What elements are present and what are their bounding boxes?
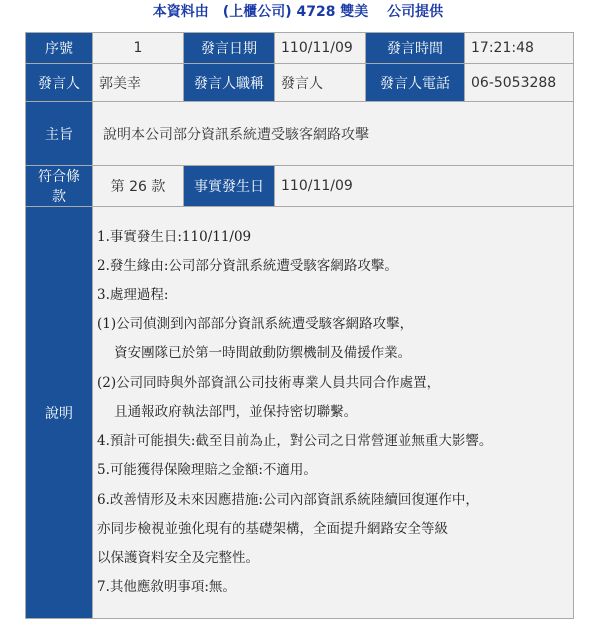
description-line: 4.預計可能損失:截至目前為止，對公司之日常營運並無重大影響。 — [97, 433, 493, 450]
announcement-table — [25, 32, 574, 619]
speaker-title-value: 發言人 — [275, 64, 366, 102]
subject-value: 說明本公司部分資訊系統遭受駭客網路攻擊 — [93, 102, 574, 166]
speaker-label: 發言人 — [26, 64, 93, 102]
table-row — [26, 166, 574, 207]
description-line: 2.發生緣由:公司部分資訊系統遭受駭客網路攻擊。 — [97, 257, 398, 274]
announce-time-label: 發言時間 — [366, 33, 465, 64]
description-line: 5.可能獲得保險理賠之金額:不適用。 — [97, 462, 317, 479]
speaker-phone-label: 發言人電話 — [366, 64, 465, 102]
description-text — [97, 209, 567, 617]
clause-value: 第 26 款 — [93, 166, 184, 207]
description-line: 以保護資料安全及完整性。 — [97, 549, 259, 566]
subject-label: 主旨 — [26, 102, 93, 166]
description-line: 1.事實發生日:110/11/09 — [97, 228, 252, 245]
description-line: 7.其他應敘明事項:無。 — [97, 579, 236, 596]
speaker-value: 郭美幸 — [93, 64, 184, 102]
description-line: 且通報政府執法部門，並保持密切聯繫。 — [97, 403, 358, 420]
description-line: (1)公司偵測到內部部分資訊系統遭受駭客網路攻擊， — [97, 316, 414, 333]
description-line: 資安團隊已於第一時間啟動防禦機制及備援作業。 — [97, 345, 412, 362]
description-label: 說明 — [26, 207, 93, 619]
event-date-value: 110/11/09 — [275, 166, 574, 207]
table-row — [26, 102, 574, 166]
table-row — [26, 33, 574, 64]
seq-label: 序號 — [26, 33, 93, 64]
description-line: 6.改善情形及未來因應措施:公司內部資訊系統陸續回復運作中， — [97, 491, 479, 508]
speaker-phone-value: 06-5053288 — [465, 64, 574, 102]
speaker-title-label: 發言人職稱 — [184, 64, 275, 102]
announce-date-label: 發言日期 — [184, 33, 275, 64]
announce-date-value: 110/11/09 — [275, 33, 366, 64]
clause-label: 符合條款 — [26, 166, 93, 207]
seq-value: 1 — [93, 33, 184, 64]
description-line: (2)公司同時與外部資訊公司技術專業人員共同合作處置， — [97, 374, 441, 391]
table-row — [26, 207, 574, 619]
page-title: 本資料由 (上櫃公司) 4728 雙美 公司提供 — [152, 4, 444, 20]
event-date-label: 事實發生日 — [184, 166, 275, 207]
description-value — [93, 207, 574, 619]
description-line: 3.處理過程: — [97, 287, 169, 304]
table-row — [26, 64, 574, 102]
announce-time-value: 17:21:48 — [465, 33, 574, 64]
description-line: 亦同步檢視並強化現有的基礎架構，全面提升網路安全等級 — [97, 520, 448, 537]
